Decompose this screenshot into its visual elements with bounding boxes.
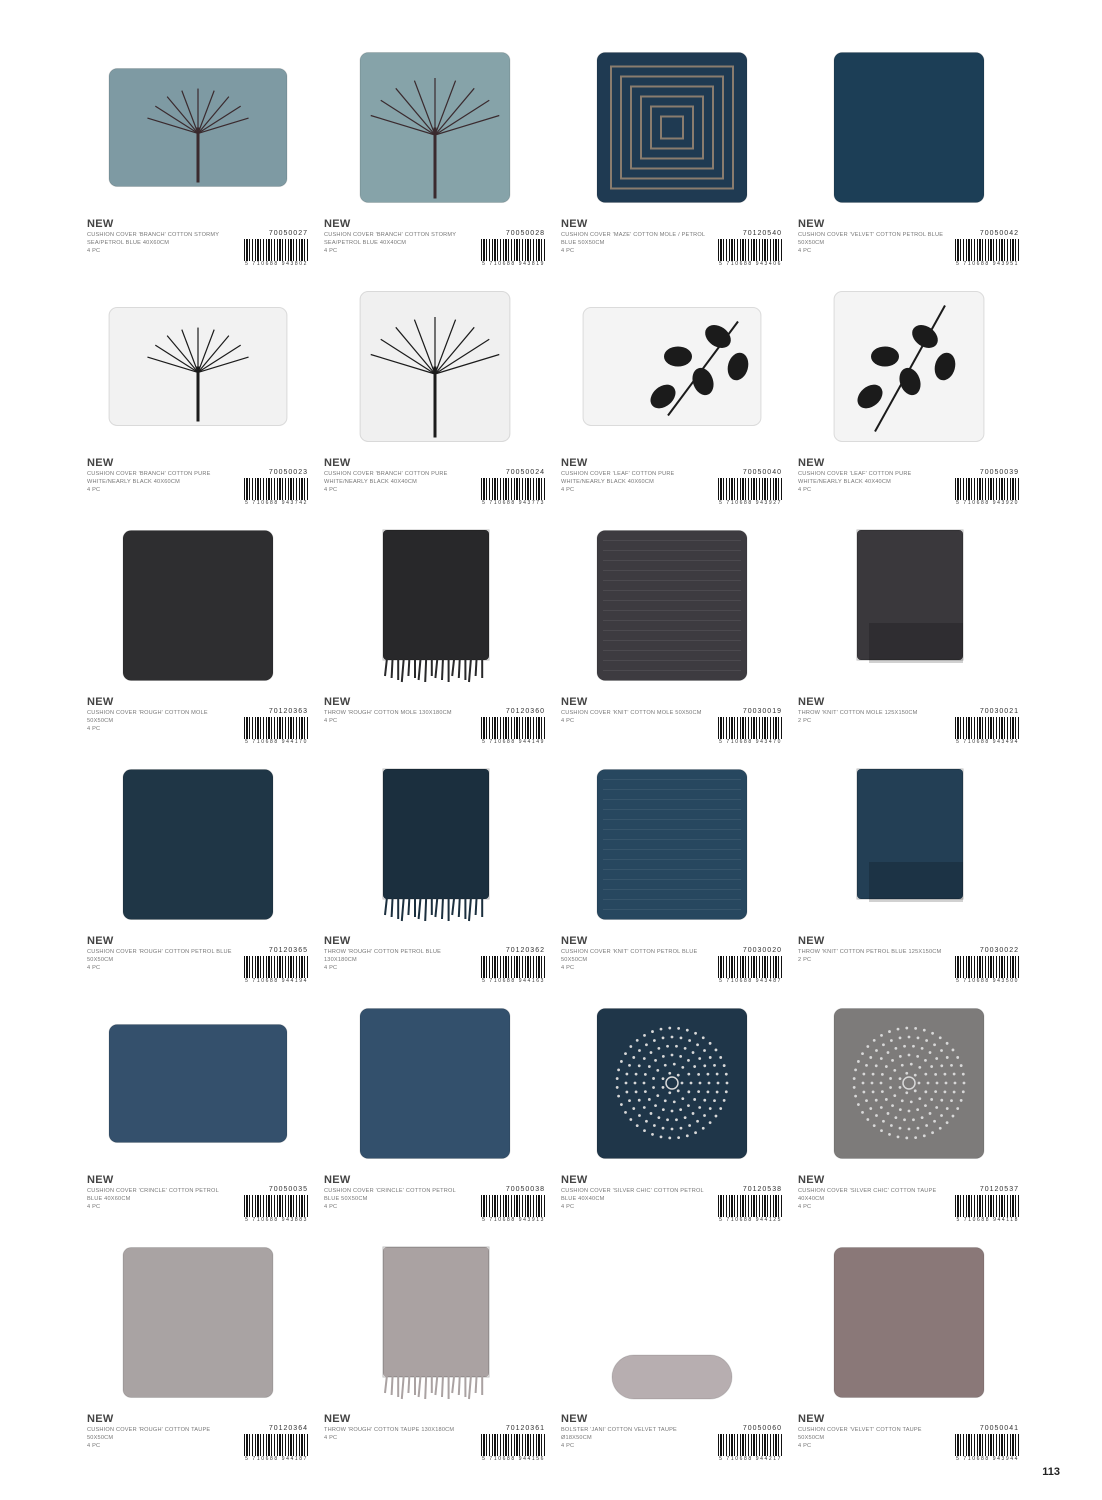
- barcode-number: 5 710688 944170: [245, 739, 308, 745]
- barcode-number: 5 710688 943883: [245, 1217, 308, 1223]
- barcode-number: 5 710688 943470: [719, 739, 782, 745]
- barcode-icon: [718, 717, 782, 739]
- product-quantity: 4 PC: [798, 248, 812, 254]
- cushion-crincle-image: [321, 996, 549, 1171]
- product-description: CUSHION COVER 'KNIT' COTTON PETROL BLUE 50X50CM 4 PC: [561, 948, 709, 972]
- throw-rough-image: [321, 1235, 549, 1410]
- product-card: [795, 518, 1023, 753]
- barcode-icon: [481, 478, 545, 500]
- product-card: [321, 1235, 549, 1470]
- product-description: CUSHION COVER 'CRINCLE' COTTON PETROL BLUE 50X50CM 4 PC: [324, 1187, 472, 1211]
- product-code: 70120363: [268, 708, 308, 715]
- product-code: 70120361: [505, 1425, 545, 1432]
- product-grid: [84, 40, 1034, 1460]
- product-card: [795, 279, 1023, 514]
- cushion-silver-chic-image: [558, 996, 786, 1171]
- barcode-icon: [955, 956, 1019, 978]
- product-quantity: 4 PC: [561, 1204, 575, 1210]
- product-description: BOLSTER 'JANI' COTTON VELVET TAUPE Ø18X50CM 4 PC: [561, 1426, 709, 1450]
- product-quantity: 4 PC: [561, 248, 575, 254]
- barcode-number: 5 710688 944156: [482, 1456, 545, 1462]
- barcode-icon: [718, 478, 782, 500]
- barcode-icon: [481, 1434, 545, 1456]
- barcode-icon: [955, 717, 1019, 739]
- product-quantity: 4 PC: [798, 1204, 812, 1210]
- product-card: [84, 40, 312, 275]
- barcode-icon: [481, 1195, 545, 1217]
- barcode-icon: [481, 956, 545, 978]
- product-card: [795, 996, 1023, 1231]
- barcode-number: 5 710688 943742: [245, 500, 308, 506]
- product-description: CUSHION COVER 'BRANCH' COTTON STORMY SEA/PETROL BLUE 40X40CM 4 PC: [324, 231, 472, 255]
- product-card: [321, 996, 549, 1231]
- barcode-number: 5 710688 943913: [482, 1217, 545, 1223]
- new-badge: NEW: [798, 1413, 825, 1425]
- product-card: [558, 518, 786, 753]
- barcode-number: 5 710688 944217: [719, 1456, 782, 1462]
- new-badge: NEW: [561, 696, 588, 708]
- product-code: 70120538: [742, 1186, 782, 1193]
- cushion-silver-chic-image: [795, 996, 1023, 1171]
- new-badge: NEW: [798, 696, 825, 708]
- product-quantity: 4 PC: [324, 965, 338, 971]
- cushion-knit-image: [558, 518, 786, 693]
- product-code: 70120540: [742, 230, 782, 237]
- cushion-velvet-petrol-image: [795, 40, 1023, 215]
- product-card: [84, 996, 312, 1231]
- barcode-icon: [955, 239, 1019, 261]
- product-card: [84, 518, 312, 753]
- product-card: [795, 757, 1023, 992]
- product-card: [558, 40, 786, 275]
- cushion-rough-image: [84, 518, 312, 693]
- barcode-icon: [955, 478, 1019, 500]
- barcode-icon: [718, 1434, 782, 1456]
- new-badge: NEW: [324, 457, 351, 469]
- product-description: THROW 'ROUGH' COTTON PETROL BLUE 130X180CM 4 PC: [324, 948, 472, 972]
- product-quantity: 4 PC: [561, 965, 575, 971]
- bolster-jani-image: [558, 1235, 786, 1410]
- product-card: [795, 1235, 1023, 1470]
- barcode-icon: [718, 956, 782, 978]
- product-card: [321, 279, 549, 514]
- cushion-rough-image: [84, 1235, 312, 1410]
- new-badge: NEW: [798, 1174, 825, 1186]
- product-quantity: 4 PC: [324, 248, 338, 254]
- new-badge: NEW: [324, 1174, 351, 1186]
- barcode-icon: [481, 717, 545, 739]
- product-code: 70030021: [979, 708, 1019, 715]
- product-code: 70050041: [979, 1425, 1019, 1432]
- product-code: 70050024: [505, 469, 545, 476]
- new-badge: NEW: [87, 1413, 114, 1425]
- new-badge: NEW: [87, 457, 114, 469]
- product-card: [558, 1235, 786, 1470]
- new-badge: NEW: [561, 218, 588, 230]
- product-code: 70120360: [505, 708, 545, 715]
- product-code: 70120364: [268, 1425, 308, 1432]
- product-quantity: 4 PC: [798, 487, 812, 493]
- new-badge: NEW: [324, 218, 351, 230]
- product-description: CUSHION COVER 'BRANCH' COTTON PURE WHITE/NEARLY BLACK 40X40CM 4 PC: [324, 470, 472, 494]
- barcode-icon: [244, 1195, 308, 1217]
- barcode-icon: [244, 956, 308, 978]
- barcode-icon: [718, 239, 782, 261]
- new-badge: NEW: [561, 457, 588, 469]
- product-quantity: 2 PC: [798, 718, 812, 724]
- product-code: 70120537: [979, 1186, 1019, 1193]
- barcode-number: 5 710688 943927: [719, 500, 782, 506]
- product-description: CUSHION COVER 'SILVER CHIC' COTTON PETROL BLUE 40X40CM 4 PC: [561, 1187, 709, 1211]
- product-description: CUSHION COVER 'SILVER CHIC' COTTON TAUPE 40X40CM 4 PC: [798, 1187, 946, 1211]
- product-quantity: 4 PC: [561, 718, 575, 724]
- product-description: CUSHION COVER 'MAZE' COTTON MOLE / PETROL BLUE 50X50CM 4 PC: [561, 231, 709, 255]
- barcode-number: 5 710688 944118: [956, 1217, 1019, 1223]
- barcode-number: 5 710688 944163: [482, 978, 545, 984]
- new-badge: NEW: [324, 1413, 351, 1425]
- product-quantity: 4 PC: [87, 248, 101, 254]
- product-description: CUSHION COVER 'ROUGH' COTTON MOLE 50X50CM 4 PC: [87, 709, 235, 733]
- product-quantity: 4 PC: [324, 1204, 338, 1210]
- barcode-number: 5 710688 943494: [956, 739, 1019, 745]
- cushion-rough-image: [84, 757, 312, 932]
- barcode-number: 5 710688 943951: [956, 261, 1019, 267]
- product-description: THROW 'KNIT' COTTON MOLE 125X150CM 2 PC: [798, 709, 946, 725]
- product-card: [795, 40, 1023, 275]
- new-badge: NEW: [798, 935, 825, 947]
- product-description: CUSHION COVER 'LEAF' COTTON PURE WHITE/NEARLY BLACK 40X40CM 4 PC: [798, 470, 946, 494]
- barcode-number: 5 710688 944125: [719, 1217, 782, 1223]
- barcode-icon: [955, 1434, 1019, 1456]
- product-card: [84, 279, 312, 514]
- product-code: 70050038: [505, 1186, 545, 1193]
- product-description: CUSHION COVER 'VELVET' COTTON PETROL BLUE 50X50CM 4 PC: [798, 231, 946, 255]
- throw-rough-image: [321, 757, 549, 932]
- product-code: 70050027: [268, 230, 308, 237]
- product-card: [321, 757, 549, 992]
- barcode-number: 5 710688 944194: [245, 978, 308, 984]
- product-quantity: 4 PC: [87, 1443, 101, 1449]
- product-quantity: 4 PC: [561, 487, 575, 493]
- product-card: [84, 757, 312, 992]
- product-quantity: 4 PC: [798, 1443, 812, 1449]
- product-description: THROW 'KNIT' COTTON PETROL BLUE 125X150CM 2 PC: [798, 948, 946, 964]
- barcode-number: 5 710688 943773: [482, 500, 545, 506]
- barcode-number: 5 710688 943819: [482, 261, 545, 267]
- barcode-number: 5 710688 943500: [956, 978, 1019, 984]
- product-quantity: 2 PC: [798, 957, 812, 963]
- cushion-leaf-image: [558, 279, 786, 454]
- new-badge: NEW: [561, 935, 588, 947]
- product-code: 70120362: [505, 947, 545, 954]
- cushion-branch-white-image: [84, 279, 312, 454]
- cushion-branch-white-image: [321, 279, 549, 454]
- cushion-leaf-image: [795, 279, 1023, 454]
- product-description: THROW 'ROUGH' COTTON TAUPE 130X180CM 4 PC: [324, 1426, 472, 1442]
- product-code: 70050023: [268, 469, 308, 476]
- product-description: CUSHION COVER 'LEAF' COTTON PURE WHITE/NEARLY BLACK 40X60CM 4 PC: [561, 470, 709, 494]
- product-quantity: 4 PC: [87, 726, 101, 732]
- barcode-icon: [244, 717, 308, 739]
- product-card: [321, 518, 549, 753]
- product-quantity: 4 PC: [87, 487, 101, 493]
- barcode-icon: [955, 1195, 1019, 1217]
- throw-knit-image: [795, 757, 1023, 932]
- product-description: CUSHION COVER 'BRANCH' COTTON STORMY SEA/PETROL BLUE 40X60CM 4 PC: [87, 231, 235, 255]
- product-code: 70120365: [268, 947, 308, 954]
- new-badge: NEW: [561, 1174, 588, 1186]
- barcode-icon: [244, 239, 308, 261]
- barcode-number: 5 710688 943487: [719, 978, 782, 984]
- barcode-number: 5 710688 943802: [245, 261, 308, 267]
- product-code: 70050042: [979, 230, 1019, 237]
- product-code: 70030019: [742, 708, 782, 715]
- new-badge: NEW: [324, 696, 351, 708]
- barcode-icon: [244, 1434, 308, 1456]
- product-code: 70050035: [268, 1186, 308, 1193]
- new-badge: NEW: [798, 457, 825, 469]
- new-badge: NEW: [561, 1413, 588, 1425]
- cushion-branch-petrol-image: [84, 40, 312, 215]
- product-code: 70030020: [742, 947, 782, 954]
- product-description: CUSHION COVER 'ROUGH' COTTON TAUPE 50X50CM 4 PC: [87, 1426, 235, 1450]
- barcode-number: 5 710688 943920: [956, 500, 1019, 506]
- barcode-icon: [718, 1195, 782, 1217]
- product-code: 70050028: [505, 230, 545, 237]
- cushion-branch-petrol-image: [321, 40, 549, 215]
- product-quantity: 4 PC: [324, 487, 338, 493]
- barcode-icon: [481, 239, 545, 261]
- barcode-number: 5 710688 944149: [482, 739, 545, 745]
- new-badge: NEW: [324, 935, 351, 947]
- product-card: [321, 40, 549, 275]
- product-card: [558, 279, 786, 514]
- cushion-knit-image: [558, 757, 786, 932]
- barcode-number: 5 710688 943406: [719, 261, 782, 267]
- product-code: 70050039: [979, 469, 1019, 476]
- product-quantity: 4 PC: [324, 718, 338, 724]
- product-card: [84, 1235, 312, 1470]
- product-quantity: 4 PC: [87, 965, 101, 971]
- product-code: 70050060: [742, 1425, 782, 1432]
- product-quantity: 4 PC: [324, 1435, 338, 1441]
- new-badge: NEW: [798, 218, 825, 230]
- page-number: 113: [1042, 1466, 1060, 1478]
- new-badge: NEW: [87, 218, 114, 230]
- throw-knit-image: [795, 518, 1023, 693]
- product-card: [558, 996, 786, 1231]
- product-description: CUSHION COVER 'ROUGH' COTTON PETROL BLUE 50X50CM 4 PC: [87, 948, 235, 972]
- new-badge: NEW: [87, 696, 114, 708]
- new-badge: NEW: [87, 935, 114, 947]
- barcode-icon: [244, 478, 308, 500]
- product-card: [558, 757, 786, 992]
- cushion-maze-image: [558, 40, 786, 215]
- throw-rough-image: [321, 518, 549, 693]
- new-badge: NEW: [87, 1174, 114, 1186]
- product-quantity: 4 PC: [561, 1443, 575, 1449]
- product-description: CUSHION COVER 'BRANCH' COTTON PURE WHITE/NEARLY BLACK 40X60CM 4 PC: [87, 470, 235, 494]
- cushion-crincle-image: [84, 996, 312, 1171]
- product-description: CUSHION COVER 'VELVET' COTTON TAUPE 50X50CM 4 PC: [798, 1426, 946, 1450]
- product-description: CUSHION COVER 'CRINCLE' COTTON PETROL BLUE 40X60CM 4 PC: [87, 1187, 235, 1211]
- product-code: 70050040: [742, 469, 782, 476]
- product-code: 70030022: [979, 947, 1019, 954]
- product-description: CUSHION COVER 'KNIT' COTTON MOLE 50X50CM 4 PC: [561, 709, 709, 725]
- barcode-number: 5 710688 943944: [956, 1456, 1019, 1462]
- product-quantity: 4 PC: [87, 1204, 101, 1210]
- cushion-velvet-taupe-image: [795, 1235, 1023, 1410]
- product-description: THROW 'ROUGH' COTTON MOLE 130X180CM 4 PC: [324, 709, 472, 725]
- barcode-number: 5 710688 944187: [245, 1456, 308, 1462]
